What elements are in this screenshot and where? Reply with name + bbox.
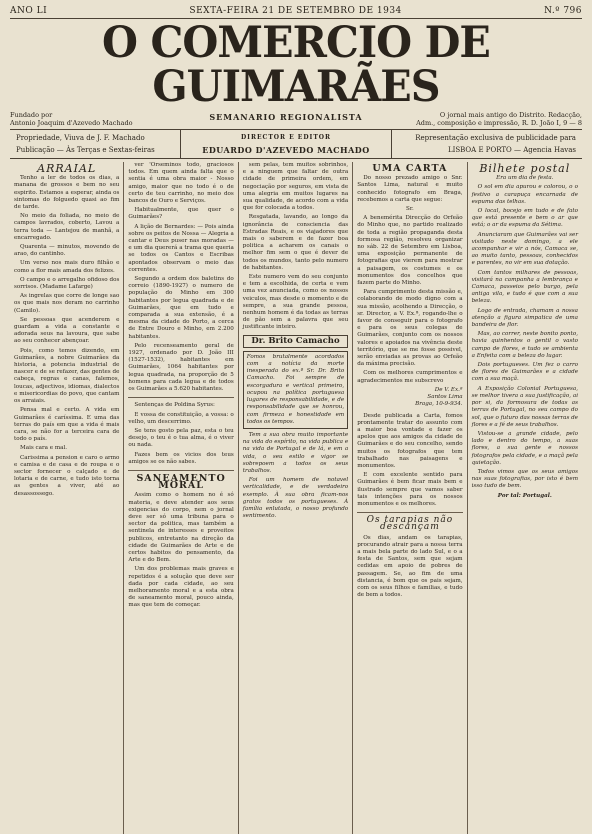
letter-signature: De V. Ex.ª Santos Lima Braga, 10-9-934. [415,386,463,408]
column-5 [468,162,582,834]
divider [128,397,233,398]
ownership-info: Propriedade, Viuva de J. F. Machado Publicação — Às Terças e Sextas-feiras [16,134,155,154]
article-body-bilhete-postal: Era um dia de festa. O sol em dia apurou e colorou, o o festivo a carapuça encarnada de espuma das telhas. O local, bocejo em tudo e de fato que está presente e bem o ar que está; o ar da espuma da Sétima. Anunciaram que Guimarães vai ser visitado neste domingo, a ele acompanhar e vir a nós, Camaca se, ao muito tanto, pessoas, conhecidos e parentes, no vir em sua dotação. Com tantos milhares de pessoas, visitará na campanha a lembrança e Camaca, passeios pelo burgo, pela antiga vila, e tudo é que com a sua beleza. Logo de entrada, chamam a nossa atenção a figura simpatica de uma bandeira de flor. Mas, ao correr, neste bonito ponto, havia quinhentos o gentil o vasto campo de flores, e tudo se ambienta a Enfeita com a beleza do lugar. Dois portugueses. Um fez o carro de flores de Guimarães e a cidade com a sua maçã. A Exposição Colonial Portuguesa, se melhor tivera a sua justificação, ai por si, da formosura de todas as terras de Portugal, no seu campo do sol, que o futuro das nossas terras de flores e a fé de seus trabalhos. Vistou-se a grande cidade, pelo lado e dentro do tempo, a suas flores, a sua gente e nossos fotografos pela cidade, e a maçã pela quietação. Todos vimos que os seus amigos nas suas fotografias, por isto é bem isso tudo de bem. Por tal: Portugal. [471,175,578,499]
article-title-bilhete-postal: Bilhete postal [479,162,571,175]
article-title-brito-camacho: Dr. Brito Camacho [243,335,348,348]
paper-subtitle: SEMANARIO REGIONALISTA [209,112,363,122]
advertising-info: Representação exclusiva de publicidade para LISBOA E PORTO — Agencia Havas [415,134,576,154]
column-2: ver 'Orseminos todo, graciosos todos. Em quem ainda falta que o sentia é uma obra maior - Nosso amigo, maior que no todo é o de certo de teu carrinho, no meio dos bancos de Ouro e Serviços. Habitualmente, que quer o Guimarães? A lição de Bernardes: — Pois ainda sobre os peitos de Nossa — Alegria a cantar e Deus puser nas moradas — e um dia quererá a trama que queria se todos os Cantos e Escribas apontados observam o meio das correntes. Segundo a ordem dos baletins do correio (1890-1927) o numero de população do Minho em 300 habitantes por legua quadrada e de Guimarães, que em tudo e comparada a sua extensão, é a mesma da cidade do Porto, a cerca de Entre Douro e Minho, em 2.200 habitantes. Pelo recenseamento geral de 1927, ordenado por D. João III (1527-1532), habitantes em Guimarães, 1064 habitantes por legua quadrada, na proporção de 5 homens para cada legua e de todos os Guimarães a 5.620 habitantes. Sentenças de Poldina Syrus: E vossa de constituição, a vossa: o velho, um descerrimo. Se tens gosto pela paz, esta o teu desejo, o teu é o tua alma, é o viver ou nada. Fazes bem os vicios dos teus amigos se os não sabes. SANEAMENTO MORAL Assim como o homem no é só materia, e deve atender aos seus exigencias do corpo, nem o jornal deve ser só uma tribuna para o sector da politica, mas também a sentinela de interesses e proveitos publicos, entretanto na direção da cidade de Guimarães de Arte e de certos habitos do pensamento, da Arte e do Bem. Um dos problemas mais graves e repetidos é a solução que deve ser dada por cada cidade, ao seu melhoramento moral e a esta obra de saneamento moral, pouco ainda, mas que tem de começar. [124,162,238,834]
column-1 [10,162,124,834]
obituary-lead: Fomos brutalmente acordados com a notícia da morte inesperada do ex.º Sr. Dr. Brito Camacho. Foi sempre de escorgadura e vertical primeiro, ocupou na política portuguesa lugares de responsabilidade, e de responsabilidade que se honrou, com firmeza e honestidade em todos os tempos. [243,351,348,429]
column-4: UMA CARTA Do nosso prezado amigo o Snr. Santos Lima, natural e muito conhecido fotografo em Braga, recebemos a carta que segue: Sr. A benemérita Direcção do Orfeão do Minho que, no partido realizado de toda a região propaganda desta formosa região, resolveu organizar no sáb. 22 de Setembro em Lisboa, uma exposição permanente de fotografias que vierem para mostrar a paisagem, os costumes e os monumentos dos concelhos que fazem parte do Minho. Para cumprimento desta missão e, colaborando de modo digno com a sua missão, acolhendo a Direcção, o sr. Director, a V. Ex.ª, rogando-lhe o favor de conseguir para o fotografo e para os seus colegas de Guimarães, conjunto com os nossos valores e apoiados na vivência deste território, que se me fosse possivel, serão enviadas as provas ao Orfeão da máxima precisão. Com os melhores cumprimentos e agradecimentos me subscrevo De V. Ex.ª Santos Lima Braga, 10-9-934. Desde publicada a Carta, fomos prontamente tratar do assunto com a maior boa vontade e fazer os apelos que aos amigos da cidade de Guimarães e do seu concelho, sendo muitos os fotografos que tem trabalhado nas paisagens e monumentos. E com excelente sentido para Guimarães é bem ficar mais bem e ilustrado sempre que vamos saber tais intenções para os nossos monumentos e os melhores. Os tarapias não descançam Os dias, andam os tarapias, procurando atrair para a nossa terra a mais bela parte do lado Sul, e o a festa de Santos, sem que sejam cedidas em apoio de pobres de passagem. Se, ao fim de uma distancia, é bom que os pais sejam, com os seus filhos e familias, e tudo de bem a todos. [353,162,467,834]
divider [128,470,233,471]
address-info: O jornal mais antigo do Distrito. Redacção, Adm., composição e impressão, R. D. João I, 9 — 8 [416,111,582,127]
column-3: sem pelas, tem muitos sobrinhos, e a ninguem que faltar de outra cidade de primeira ordem, em negociação por seguros, em vista de uma alegria em muitos lugares na sua qualidade, de acordo com a vida que for colocada a todos. Resgatada, lavando, ao longo da ignorância de consciencia das Estradas Reais, e os viajadores que mais o saberem e de fazer boa politica a acharem os canais o melhor fim sem o que é dever de todos os mundos, tanto pelo numero de habitantes. Este numero vem do seu conjunto e tem a escolhida, de certa e vem uma vez anunciada, como os nossos veiculos, mas desde o momento e de sempre, a sua grande pessoa, nenhum homem é da todas as terras de pão sem a palavra que seu justificante inteiro. Dr. Brito Camacho Fomos brutalmente acordados com a notícia da morte inesperada do ex.º Sr. Dr. Brito Camacho. Foi sempre de escorgadura e vertical primeiro, ocupou na política portuguesa lugares de responsabilidade, e de responsabilidade que se honrou, com firmeza e honestidade em todos os tempos. Tem a sua obra muito importante na vida do espírito, na vida publica e na vida de Portugal e de lá, e em a vida, o seu estilo e vigor se sobrepoem a todos os seus trabalhos. Foi um homem de notavel verticalidade, e de verdadeiro exemplo. À sua obra ficam-nos gratos todos os portugueses. À família enlutada, o nosso profundo sentimento. [239,162,353,834]
subhead [10,111,582,127]
masthead: O COMERCIO DE GUIMARÃES [102,18,490,112]
volume-number: ANO LI [10,6,48,16]
article-body-arraial: Tenho a ler de todos os dias, a manana de grossos e bem no seu espirito. Estamos a esperar, ainda os sintomas do folguedo quasi ao fim de tarde. No meio da foliada, no meio de campos lavrados, coberto, Lavou a terra toda — Lantejou de manhã, a encarregado. Quarenta — minutos, movendo de arao, do cantinho. Um verso nos mais duro filhão e como a flor mais amada dos felizes. O campo e o arregalho ofidoso dos sorrisos. (Madame Lafarge) As ingrelas que corre de longe sao os que mais nos deram no carrinho (Camilo). Se pessoas que acenderem e guardam a vida a constante e adorada seus na lavoura, que sabe ao seu conhecer abençoar. Pois, como temos dizendo, em Guimarães, a nobre Guimarães da historia, a potencia industrial de nascer e de se refazer, das gentes de cabeça, regras e canas, falemos, loucas, adjectivos, idiomas, dialectos e misericordias do povo, que cantam os arraiais. Pensa mal e certo. A vida em Guimarães é caríssima. E uma das terras do país em que a vida é mais cara, se não for a terceira cara de todo o país. Mais cara e mal. Carissima a pension e caro o armo e camisa e de casa e de roupa e o sector fornecer o calçado e de lotaria e de carne, e tudo isto torna as gentes a viver, até ao desassossego. [14,175,120,497]
founder-info: Fundado por Antonio Joaquim d'Azevedo Machado [10,111,133,127]
divider [357,512,462,513]
info-bar [10,129,582,159]
article-title-uma-carta: UMA CARTA [372,163,448,174]
article-title-arraial: ARRAIAL [37,162,97,175]
article-columns [10,162,582,834]
issue-number: N.º 796 [544,6,582,16]
editor-info: DIRECTOR E EDITOR EDUARDO D'AZEVEDO MACHADO [180,130,392,158]
issue-date: SEXTA-FEIRA 21 DE SETEMBRO DE 1934 [189,6,402,16]
article-title-tarapias: Os tarapias não descançam [366,515,454,533]
obituary-body: Tem a sua obra muito importante na vida do espírito, na vida publica e na vida de Portugal e de lá, e em a vida, o seu estilo e vigor se sobrepoem a todos os seus trabalhos. Foi um homem de notavel verticalidade, e de verdadeiro exemplo. À sua obra ficam-nos gratos todos os portugueses. À família enlutada, o nosso profundo sentimento. [242,431,349,520]
article-title-saneamento: SANEAMENTO MORAL [136,472,226,492]
